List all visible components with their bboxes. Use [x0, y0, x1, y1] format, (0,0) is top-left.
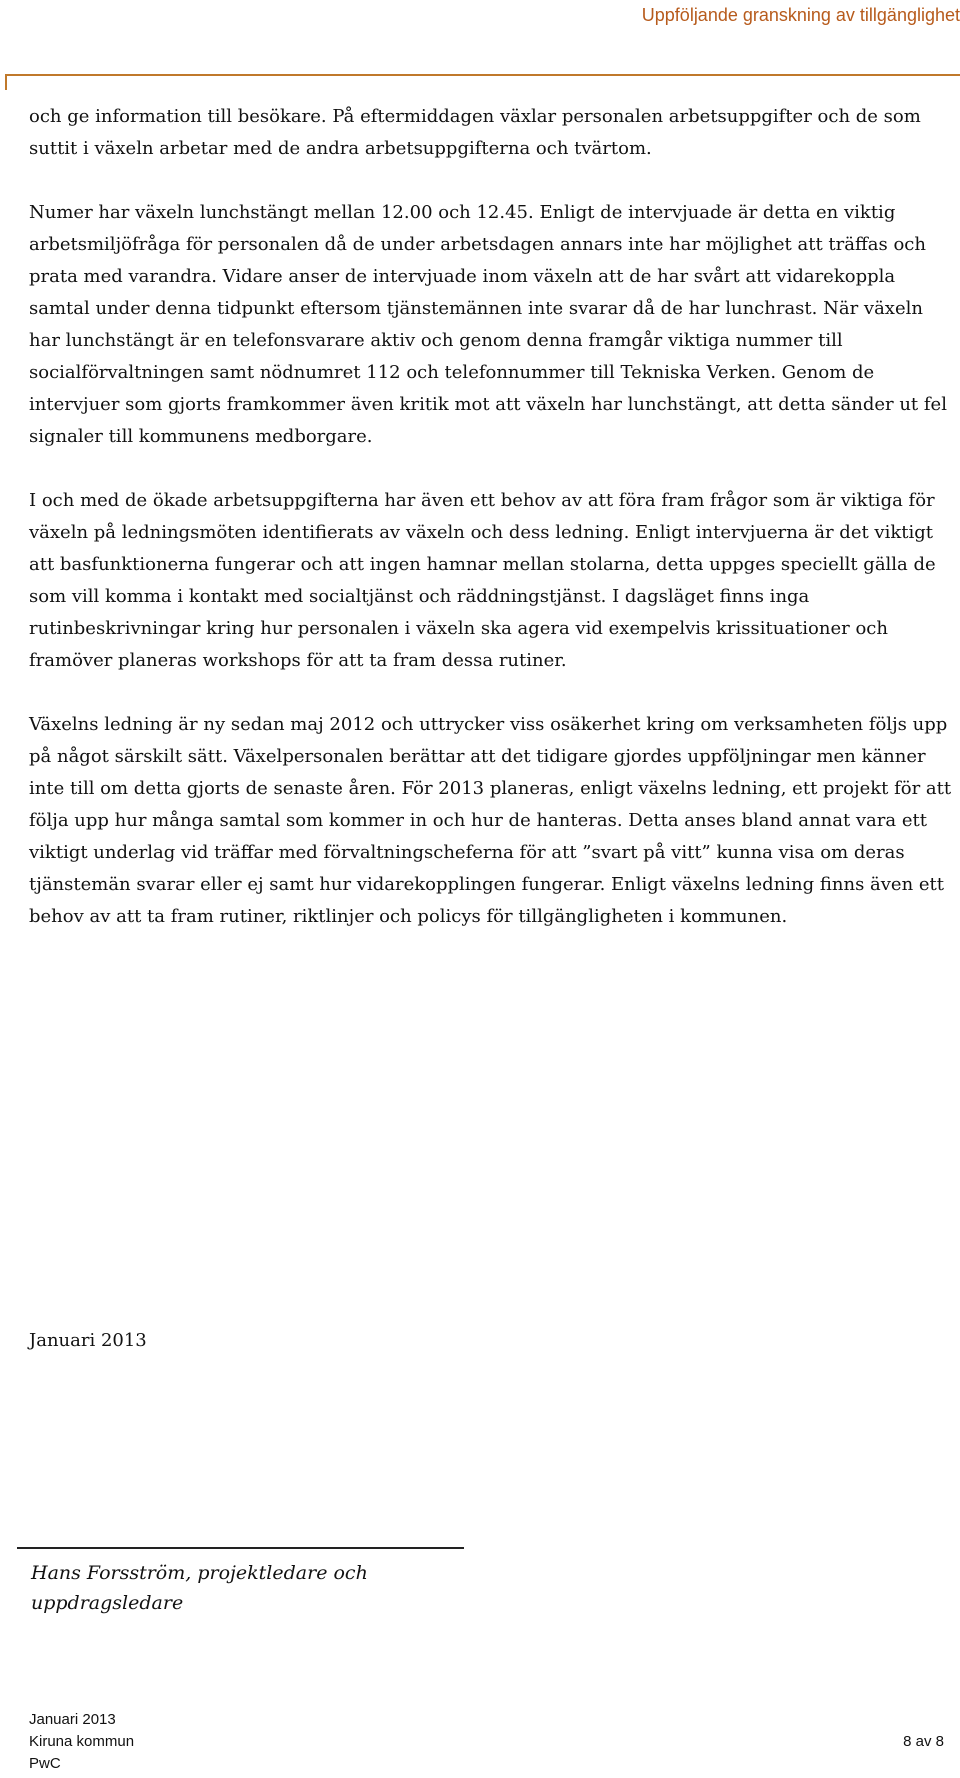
page-footer	[29, 1709, 134, 1775]
signature-name: Hans Forsström, projektledare och uppdragsledare	[31, 1562, 368, 1614]
paragraph-2: Numer har växeln lunchstängt mellan 12.00 och 12.45. Enligt de intervjuade är detta en viktig arbetsmiljöfråga för personalen då de under arbetsdagen annars inte har möjlighet att träffas och prata med varandra. Vidare anser de intervjuade inom växeln att de har svårt att vidarekoppla samtal under denna tidpunkt eftersom tjänstemännen inte svarar då de har lunchrast. När växeln har lunchstängt är en telefonsvarare aktiv och genom denna framgår viktiga nummer till socialförvaltningen samt nödnumret 112 och telefonnummer till Tekniska Verken. Genom de intervjuer som gjorts framkommer även kritik mot att växeln har lunchstängt, att detta sänder ut fel signaler till kommunens medborgare.	[29, 202, 947, 447]
paragraph-4: Växelns ledning är ny sedan maj 2012 och uttrycker viss osäkerhet kring om verksamheten följs upp på något särskilt sätt. Växelpersonalen berättar att det tidigare gjordes uppföljningar men känner inte till om detta gjorts de senaste åren. För 2013 planeras, enligt växelns ledning, ett projekt för att följa upp hur många samtal som kommer in och hur de hanteras. Detta anses bland annat vara ett viktigt underlag vid träffar med förvaltningscheferna för att ”svart på vitt” kunna visa om deras tjänstemän svarar eller ej samt hur vidarekopplingen fungerar. Enligt växelns ledning finns även ett behov av att ta fram rutiner, riktlinjer och policys för tillgängligheten i kommunen.	[29, 714, 952, 927]
paragraph-1: och ge information till besökare. På eftermiddagen växlar personalen arbetsuppgifter och de som suttit i växeln arbetar med de andra arbetsuppgifterna och tvärtom.	[29, 106, 921, 159]
footer-date: Januari 2013	[29, 1711, 116, 1728]
paragraph-3: I och med de ökade arbetsuppgifterna har även ett behov av att föra fram frågor som är viktiga för växeln på ledningsmöten identifierats av växeln och dess ledning. Enligt intervjuerna är det viktigt att basfunktionerna fungerar och att ingen hamnar mellan stolarna, detta uppges speciellt gälla de som vill komma i kontakt med socialtjänst och räddningstjänst. I dagsläget finns inga rutinbeskrivningar kring hur personalen i växeln ska agera vid exempelvis krissituationer och framöver planeras workshops för att ta fram dessa rutiner.	[29, 490, 936, 671]
report-date: Januari 2013	[29, 1330, 147, 1351]
body-text	[29, 101, 954, 965]
footer-organisation: Kiruna kommun	[29, 1733, 135, 1750]
header-rule	[5, 74, 960, 76]
running-header-title: Uppföljande granskning av tillgänglighet	[641, 5, 960, 25]
page-number: 8 av 8	[903, 1733, 944, 1750]
footer-firm: PwC	[29, 1755, 61, 1772]
header-rule-tick	[5, 74, 7, 90]
signature-line	[17, 1547, 464, 1549]
